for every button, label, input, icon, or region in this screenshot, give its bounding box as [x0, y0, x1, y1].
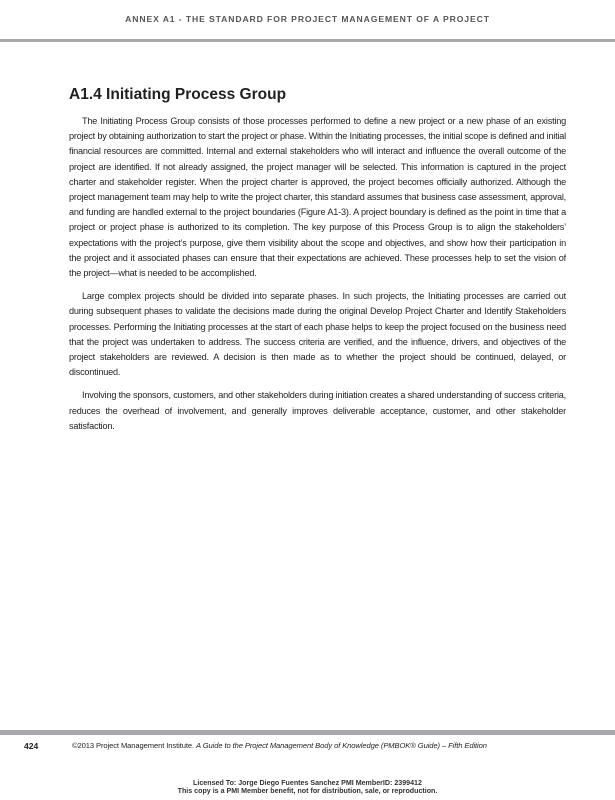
paragraph-2: Large complex projects should be divided into separate phases. In such projects, the Initiating processes are carried out during subsequent phases to validate the decisions made during the original Develop Project Charter and Identify Stakeholders processes. Performing the Initiating processes at the start of each phase helps to keep the project focused on the business need that the project was undertaken to address. The success criteria are verified, and the influence, drivers, and objectives of the project stakeholders are reviewed. A decision is then made as to whether the project should be continued, delayed, or discontinued. — [69, 291, 566, 378]
license-line-2: This copy is a PMI Member benefit, not for distribution, sale, or reproduction. — [177, 786, 438, 795]
copyright-book-title: A Guide to the Project Management Body of Knowledge (PMBOK® Guide) – Fifth Edition — [196, 741, 487, 750]
footer-rule — [0, 730, 615, 735]
running-header: ANNEX A1 - THE STANDARD FOR PROJECT MANAGEMENT OF A PROJECT — [125, 14, 490, 24]
copyright-line — [72, 741, 487, 750]
copyright-prefix: ©2013 Project Management Institute. — [72, 741, 194, 750]
license-line-1: Licensed To: Jorge Diego Fuentes Sanchez PMI MemberID: 2399412 — [193, 779, 422, 787]
page-number: 424 — [24, 741, 39, 751]
header-rule — [0, 39, 615, 42]
section-title: A1.4 Initiating Process Group — [69, 86, 287, 103]
body-text — [69, 114, 566, 442]
paragraph-1: The Initiating Process Group consists of those processes performed to define a new project or a new phase of an existing project by obtaining authorization to start the project or phase. Within the Initiating processes, the initial scope is defined and initial financial resources are committed. Internal and external stakeholders who will interact and influence the overall outcome of the project are identified. If not already assigned, the project manager will be selected. This information is captured in the project charter and stakeholder register. When the project charter is approved, the project becomes officially authorized. Although the project management team may help to write the project charter, this standard assumes that business case assessment, approval, and funding are handled external to the project boundaries (Figure A1-3). A project boundary is defined as the point in time that a project or project phase is authorized to its completion. The key purpose of this Process Group is to align the stakeholders’ expectations with the project’s purpose, give them visibility about the scope and objectives, and show how their participation in the project and it associated phases can ensure that their expectations are achieved. These processes help to set the vision of the project—what is needed to be accomplished. — [69, 116, 566, 279]
license-notice — [0, 780, 615, 795]
paragraph-3: Involving the sponsors, customers, and other stakeholders during initiation creates a shared understanding of success criteria, reduces the overhead of involvement, and generally improves deliverable acceptance, customer, and other stakeholder satisfaction. — [69, 390, 566, 431]
